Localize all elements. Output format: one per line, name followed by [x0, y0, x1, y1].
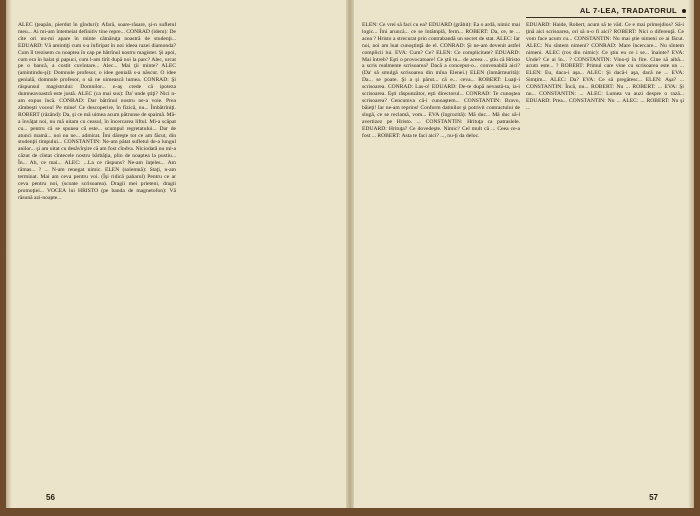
right-page-number: 57: [649, 493, 658, 502]
right-page: [354, 0, 694, 508]
book-spread: [6, 0, 694, 508]
left-text-column-2: [182, 22, 340, 492]
header-rule: [526, 17, 686, 18]
right-col1-text: ELEN: Ce vrei să faci cu ea? EDUARD (grăbit): Ea o ardă, nimic mai logic... Îmi aruncă... ce se întâmplă, ferm... ROBERT: Da, ce, te ... acea ? Hristo a strecurat prin contrabandă un secret de stat. ALEC: Iar noi, noi am luat cunoştinţă de el. CONRAD: Şi ne-am devenit astfel complicii lui. EVA: Cum? Ce? ELEN: Ce complicitate? EDUARD: Mai întreb? Eşti o provocatoare! Ce ştii tu... de aceea ... ştiu că Hristo a scris realmente scrisoarea? Dacă a conceput-o... convenabilă aici? (Da' să smulgă scrisoarea din mîna Elenei.) ELEN (înmărmurită): Da... se poate. Şi a şi părut... că e... ceva... ROBERT: Luaţi-i scrisoarea. CONRAD: Las-o! EDUARD: De-te după nevastă-ta, ia-i scrisoarea. Eşti răspunzător, eşti directorul... CONRAD: Te cunoştea scrisoarea? Cencumva că-i cunoaştem... CONSTANTIN: Bravo, băieţi! Iar ne-am reprins! Conform datinilor şi potrivit contractului de slugă, ce se reclamă, vom... EVA (îngrozită): Mă duc... Mă duc să-l avertizez pe Hristo. ... CONSTANTIN: Hrituţa ca patraslele. EDUARD: Hrituţa? Ce dovedeşte. Nimic? Cel mult că ... Ceea ce-a fost ... ROBERT: Asta te faci aici? ..., nu-ţi da deloc.: [362, 22, 520, 139]
left-col1-text: ALEC (ţeapăn, pierdut în gînduri): Afară, soare-răsare, şi-n sufletul meu... Ai mi-am întemeiat definitiv tine repre... CONRAD (idem): De cîte ori nu-mi apare în minte cămăruţa noastră de studenţi... EDUARD: Vă amintiţi cum s-a înfiripat în noi ideea razei diamonda? Cum îl trezisem cu noaptea în cap pe bătrînul nostru magister. Şi apoi, cum era în halat şi papuci, cum l-am tîrît după noi la parc? Alec, urcat pe o bancă, a costit cuvîntare... Alec... Mai ţii minte? ALEC (amintindu-şi): Domnule profesor, o idee genială s-a născut. O idee genială, domnule profesor, o să ne uimească lumea. CONRAD: Şi răspunsul magistrului: Domnilor... n-aş crede că ipoteza dumneavoastră este justă. ALEC (ca mai sus): Da' unde ştiţi? Nici n-am expus încă. CONRAD: Dar bătrînul nostru ne-a voie. Prea zîmbeşti vocea! Pe mine! Ce descoperire, în fizică, nu... Îmbătrîniţi. ROBERT (râzând): Da, şi ce mă uimea acum pătrunse de spaimă. Mă-a învăţat noi, nu mă uitam cu ceasul, în încercarea liftul. Mi-a scăpat cu... pentru că se spunea că este... scumpul regretatului... Dar de atunci mamă... noi nu ne... admirat. Îmi dăreşte tot ce am făcut, din studenţii timpului... CONSTANTIN: Ne-am pătat sufletul de-a lungul anilor... şi am uitat cu desăvîrşire că am fost cîndva. Niciodată nu mi-a căzut de cîntat cîntecele nostru bărbăţia, plin de noaptea la pustiu... În... Ah, ce mai... ALEC: ...La ce răspuns? Ne-am înţeles... Am rămas... ? ... N-am renegat nimic. ELEN (solemnă): Staţi, n-am terminat. Mai am ceva pentru voi. (Îşi ridică paharul) Pentru ce ar ceva pentru noi, (scoate scrisoarea). Dragii mei prieteni, dragii promoţiei... VOCEA lui HRISTO (pe banda de magnetofon): Vă răsună azi-noapte...: [18, 22, 176, 201]
book-gutter: [346, 0, 354, 508]
running-title: AL 7-LEA, TRADATORUL: [579, 6, 677, 15]
running-header: [580, 6, 686, 15]
right-text-column-2: [526, 22, 684, 492]
left-page-number: 56: [46, 493, 55, 502]
bullet-icon: [682, 9, 686, 13]
left-text-column-1: [18, 22, 176, 492]
right-col2-text: EDUARD: Haide, Robert, acum să te văd. Ce e mai primejdios? Să-i ţină aici scrisoarea, ori să n-o fi aici? ROBERT: Nici o diferenţă. Ce vom face acum cu... CONSTANTIN: Nu mai ştie nimeni ce ai făcut. ALEC: Nu sîntem nimeni? CONRAD: Mare încercare... Nu sîntem nimeni. ALEC (ros din nimic): Ce ştiu eu ce i se... înainte? EVA: Unde? Ce ai în... ? CONSTANTIN: Vino-ţi în fire. Cine să aibă... acum este... ? ROBERT: Primul care vine cu scrisoarea este un ... ELEN: Eu, daca-i aşa... ALEC: Şi dacă-i aşa, dacă ne ... EVA: Simţim... ALEC: Da? EVA: Ce să pregătesc... ELEN: Aşa? ... CONSTANTIN: Încă, nu... ROBERT: Nu ... ROBERT: ... EVA: Şi nu... CONSTANTIN: ... ALEC: Lumea va auzi despre o rază... EDUARD: Prea... CONSTANTIN: Nu ... ALEC: ... ROBERT: Nu şi ...: [526, 22, 684, 111]
right-text-column-1: [362, 22, 520, 492]
left-page: [6, 0, 346, 508]
page-edge-shadow: [6, 0, 12, 508]
page-edge-shadow: [688, 0, 694, 508]
